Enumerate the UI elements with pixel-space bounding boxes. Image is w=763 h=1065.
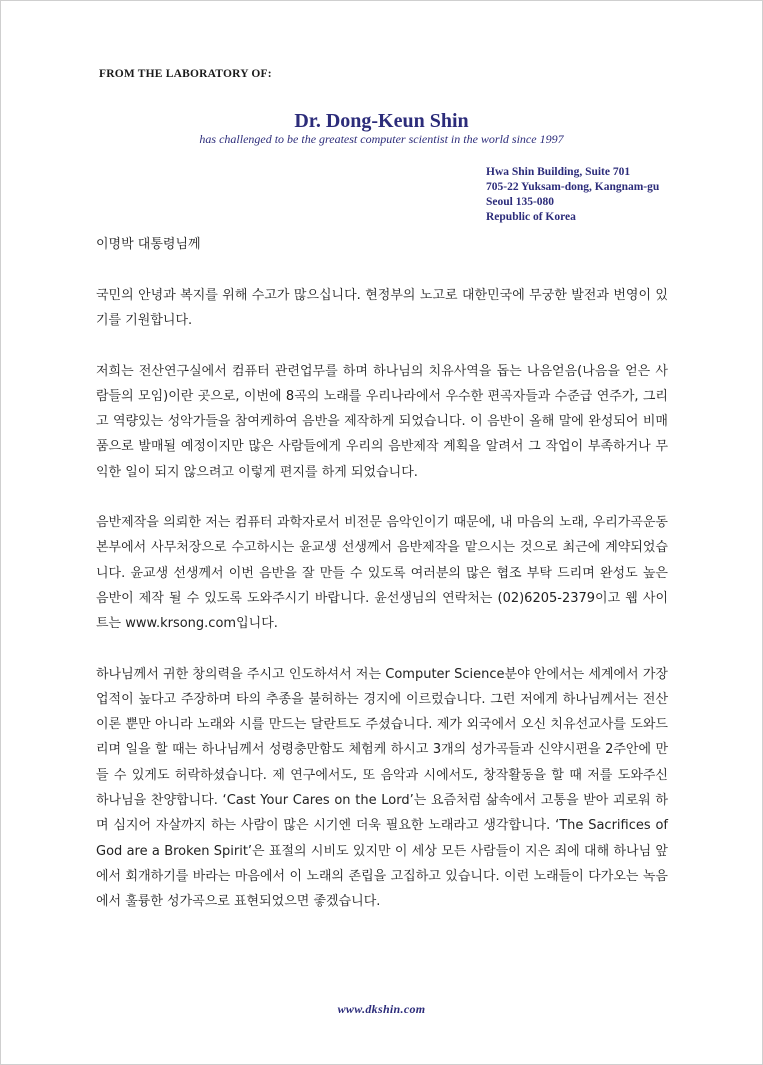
letter-body bbox=[96, 283, 668, 915]
address-line: Seoul 135-080 bbox=[486, 196, 555, 208]
sender-address bbox=[486, 165, 659, 225]
salutation: 이명박 대통령님께 bbox=[96, 237, 201, 252]
laboratory-label: FROM THE LABORATORY OF: bbox=[99, 68, 272, 80]
address-line: Hwa Shin Building, Suite 701 bbox=[486, 166, 631, 178]
address-line: Republic of Korea bbox=[486, 211, 576, 223]
letterhead-name: Dr. Dong-Keun Shin bbox=[294, 110, 469, 132]
paragraph: 음반제작을 의뢰한 저는 컴퓨터 과학자로서 비전문 음악인이기 때문에, 내 마음의 노래, 우리가곡운동본부에서 사무처장으로 수고하시는 윤교생 선생께서 음반제작을 맡으시는 것으로 최근에 계약되었습니다. 윤교생 선생께서 이번 음반을 잘 만들 수 있도록 여러분의 많은 협조 부탁 드리며 완성도 높은 음반이 제작 될 수 있도록 도와주시기 바랍니다. 윤선생님의 연락처는 (02)6205-2379이고 웹 사이트는 www.krsong.com입니다. bbox=[96, 515, 668, 632]
paragraph: 저희는 전산연구실에서 컴퓨터 관련업무를 하며 하나님의 치유사역을 돕는 나음얻음(나음을 얻은 사람들의 모임)이란 곳으로, 이번에 8곡의 노래를 우리나라에서 우수한 편곡자들과 수준급 연주가, 그리고 역량있는 성악가들을 참여케하여 음반을 제작하게 되었습니다. 이 음반이 올해 말에 완성되어 비매품으로 발매될 예정이지만 많은 사람들에게 우리의 음반제작 계획을 알려서 그 작업이 부족하거나 무익한 일이 되지 않으려고 이렇게 편지를 하게 되었습니다. bbox=[96, 363, 668, 480]
paragraph: 하나님께서 귀한 창의력을 주시고 인도하셔서 저는 Computer Science분야 안에서는 세계에서 가장 업적이 높다고 주장하며 타의 추종을 불허하는 경지에 이르렀습니다. 그런 저에게 하나님께서는 전산이론 뿐만 아니라 노래와 시를 만드는 달란트도 주셨습니다. 제가 외국에서 오신 치유선교사를 도와드리며 일을 할 때는 하나님께서 성령충만함도 체험케 하시고 3개의 성가곡들과 신약시편을 2주안에 만들 수 있게도 허락하셨습니다. 제 연구에서도, 또 음악과 시에서도, 창작활동을 할 때 저를 도와주신 하나님을 찬양합니다. ‘Cast Your Cares on the Lord’는 요즘처럼 삶속에서 고통을 받아 괴로워 하며 심지어 자살까지 하는 사람이 많은 시기엔 더욱 필요한 노래라고 생각합니다. ‘The Sacrifices of God are a Broken Spirit’은 표절의 시비도 있지만 이 세상 모든 사람들이 지은 죄에 대해 하나님 앞에서 회개하기를 바라는 마음에서 이 노래의 존립을 고집하고 있습니다. 이런 노래들이 다가오는 녹음에서 훌륭한 성가곡으로 표현되었으면 좋겠습니다. bbox=[96, 666, 668, 910]
letterhead-tagline: has challenged to be the greatest computer scientist in the world since 1997 bbox=[199, 132, 564, 146]
paragraph: 국민의 안녕과 복지를 위해 수고가 많으십니다. 현정부의 노고로 대한민국에 무궁한 발전과 번영이 있기를 기원합니다. bbox=[96, 288, 668, 329]
address-line: 705-22 Yuksam-dong, Kangnam-gu bbox=[486, 181, 660, 193]
footer-website: www.dkshin.com bbox=[337, 1002, 426, 1016]
